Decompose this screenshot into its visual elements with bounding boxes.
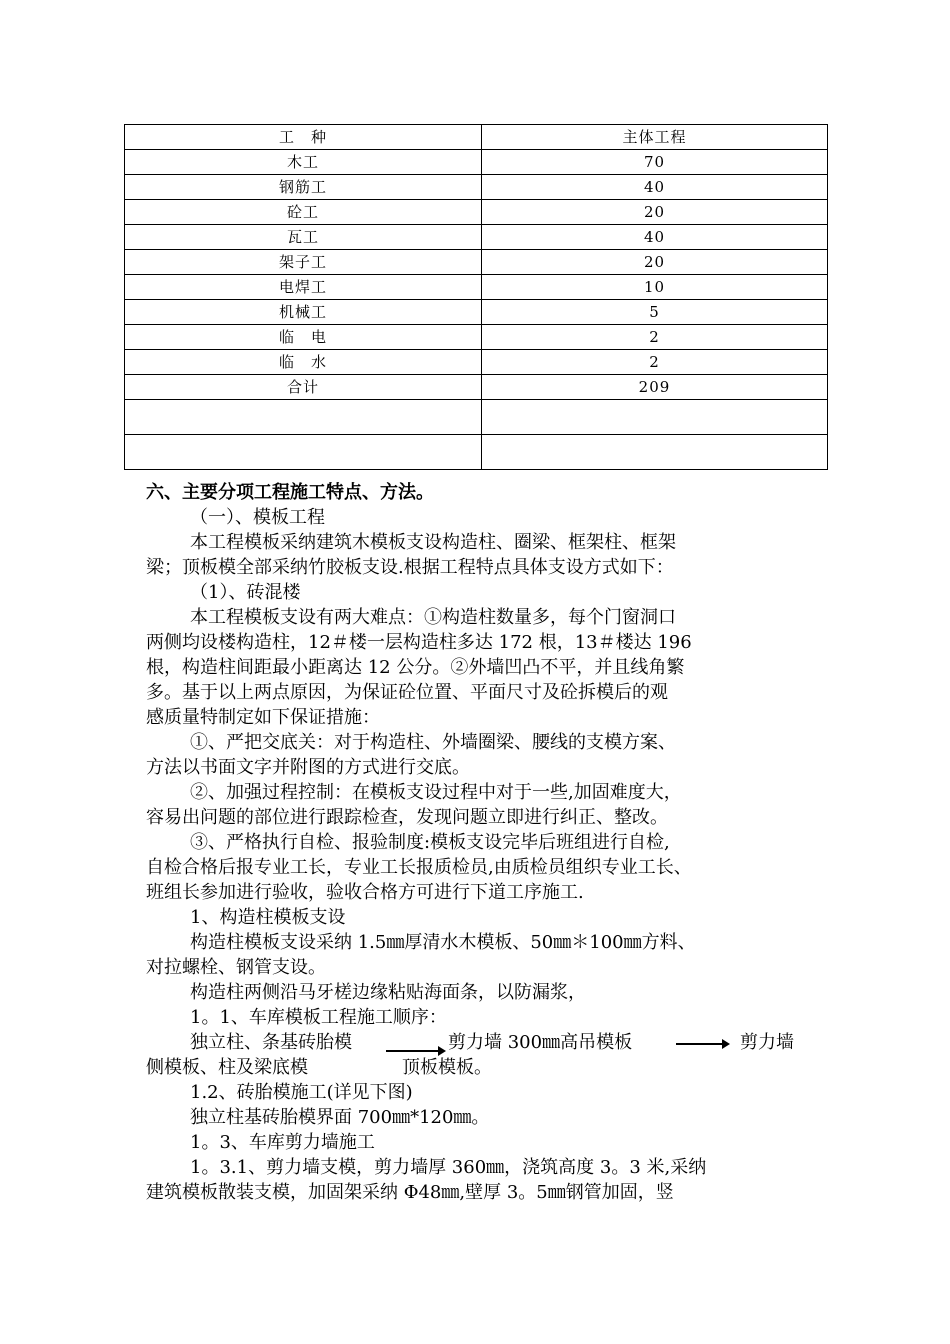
subsection-formwork: （一）、模板工程 (190, 507, 325, 528)
header-main-works: 主体工程 (482, 125, 828, 150)
paragraph-line: 独立柱基砖胎模界面 700㎜*120㎜。 (190, 1107, 490, 1128)
paragraph-line: 多。基于以上两点原因，为保证砼位置、平面尺寸及砼拆模后的观 (146, 682, 668, 703)
trade-cell: 木工 (125, 150, 482, 175)
subheading-column-formwork: 1、构造柱模板支设 (190, 907, 346, 928)
table-row-total (125, 375, 828, 400)
count-cell: 70 (482, 150, 828, 175)
count-cell: 5 (482, 300, 828, 325)
paragraph-line: 1。3.1、剪力墙支模，剪力墙厚 360㎜，浇筑高度 3。3 米,采纳 (190, 1157, 707, 1178)
table-row (125, 275, 828, 300)
subheading-brick-mold: 1.2、砖胎模施工(详见下图) (190, 1082, 413, 1103)
table-header-row (125, 125, 828, 150)
trade-cell: 电焊工 (125, 275, 482, 300)
empty-cell (125, 435, 482, 470)
measure-3: ③、严格执行自检、报验制度:模板支设完毕后班组进行自检, (190, 832, 670, 853)
table-row (125, 325, 828, 350)
trade-cell: 砼工 (125, 200, 482, 225)
measure-2: ②、加强过程控制：在模板支设过程中对于一些,加固难度大， (190, 782, 682, 803)
header-trade: 工 种 (125, 125, 482, 150)
section-body (146, 480, 816, 1205)
subheading-shear-wall: 1。3、车库剪力墙施工 (190, 1132, 375, 1153)
trade-cell: 瓦工 (125, 225, 482, 250)
paragraph-line: 方法以书面文字并附图的方式进行交底。 (146, 757, 470, 778)
paragraph-line: 感质量特制定如下保证措施： (146, 707, 380, 728)
empty-cell (482, 400, 828, 435)
paragraph-line: 对拉螺栓、钢管支设。 (146, 957, 326, 978)
count-cell: 2 (482, 325, 828, 350)
count-cell: 20 (482, 200, 828, 225)
paragraph-line: 根，构造柱间距最小距离达 12 公分。②外墙凹凸不平，并且线角繁 (146, 657, 685, 678)
count-cell: 40 (482, 175, 828, 200)
trade-cell: 临 电 (125, 325, 482, 350)
flow-step-3: 剪力墙 (740, 1032, 794, 1053)
subheading-garage-sequence: 1。1、车库模板工程施工顺序： (190, 1007, 447, 1028)
empty-row (125, 435, 828, 470)
section-heading: 六、主要分项工程施工特点、方法。 (146, 482, 434, 503)
arrow-right-icon (676, 1043, 728, 1045)
paragraph-line: 本工程模板支设有两大难点：①构造柱数量多，每个门窗洞口 (190, 607, 676, 628)
paragraph-line: 构造柱模板支设采纳 1.5㎜厚清水木模板、50㎜＊100㎜方料、 (190, 932, 696, 953)
paragraph-line: 容易出问题的部位进行跟踪检查，发现问题立即进行纠正、整改。 (146, 807, 668, 828)
labor-table (124, 124, 828, 470)
count-cell: 40 (482, 225, 828, 250)
measure-1: ①、严把交底关：对于构造柱、外墙圈梁、腰线的支模方案、 (190, 732, 676, 753)
arrow-right-icon (386, 1050, 444, 1052)
subsection-masonry: （1）、砖混楼 (190, 582, 301, 603)
count-cell: 2 (482, 350, 828, 375)
trade-cell: 架子工 (125, 250, 482, 275)
total-label-cell: 合计 (125, 375, 482, 400)
trade-cell: 临 水 (125, 350, 482, 375)
paragraph-line: 建筑模板散装支模，加固架采纳 Φ48㎜,壁厚 3。5㎜钢管加固，竖 (146, 1182, 674, 1203)
flow-step-4: 顶板模板。 (402, 1057, 492, 1078)
table-row (125, 350, 828, 375)
flow-line-2 (146, 1055, 816, 1080)
paragraph-line: 自检合格后报专业工长，专业工长报质检员,由质检员组织专业工长、 (146, 857, 692, 878)
count-cell: 10 (482, 275, 828, 300)
total-count-cell: 209 (482, 375, 828, 400)
flow-step-3-cont: 侧模板、柱及梁底模 (146, 1057, 308, 1078)
paragraph-line: 梁；顶板模全部采纳竹胶板支设.根据工程特点具体支设方式如下： (146, 557, 674, 578)
table-row (125, 200, 828, 225)
count-cell: 20 (482, 250, 828, 275)
paragraph-line: 本工程模板采纳建筑木模板支设构造柱、圈梁、框架柱、框架 (190, 532, 676, 553)
trade-cell: 钢筋工 (125, 175, 482, 200)
flow-step-2: 剪力墙 300㎜高吊模板 (448, 1032, 633, 1053)
flow-step-1: 独立柱、条基砖胎模 (190, 1032, 352, 1053)
table-row (125, 250, 828, 275)
table-row (125, 150, 828, 175)
table-row (125, 175, 828, 200)
empty-row (125, 400, 828, 435)
trade-cell: 机械工 (125, 300, 482, 325)
empty-cell (125, 400, 482, 435)
table-row (125, 300, 828, 325)
empty-cell (482, 435, 828, 470)
paragraph-line: 两侧均设楼构造柱，12＃楼一层构造柱多达 172 根，13＃楼达 196 (146, 632, 692, 653)
table-row (125, 225, 828, 250)
paragraph-line: 构造柱两侧沿马牙槎边缘粘贴海面条，以防漏浆， (190, 982, 586, 1003)
paragraph-line: 班组长参加进行验收，验收合格方可进行下道工序施工. (146, 882, 584, 903)
flow-line-1 (146, 1030, 816, 1055)
